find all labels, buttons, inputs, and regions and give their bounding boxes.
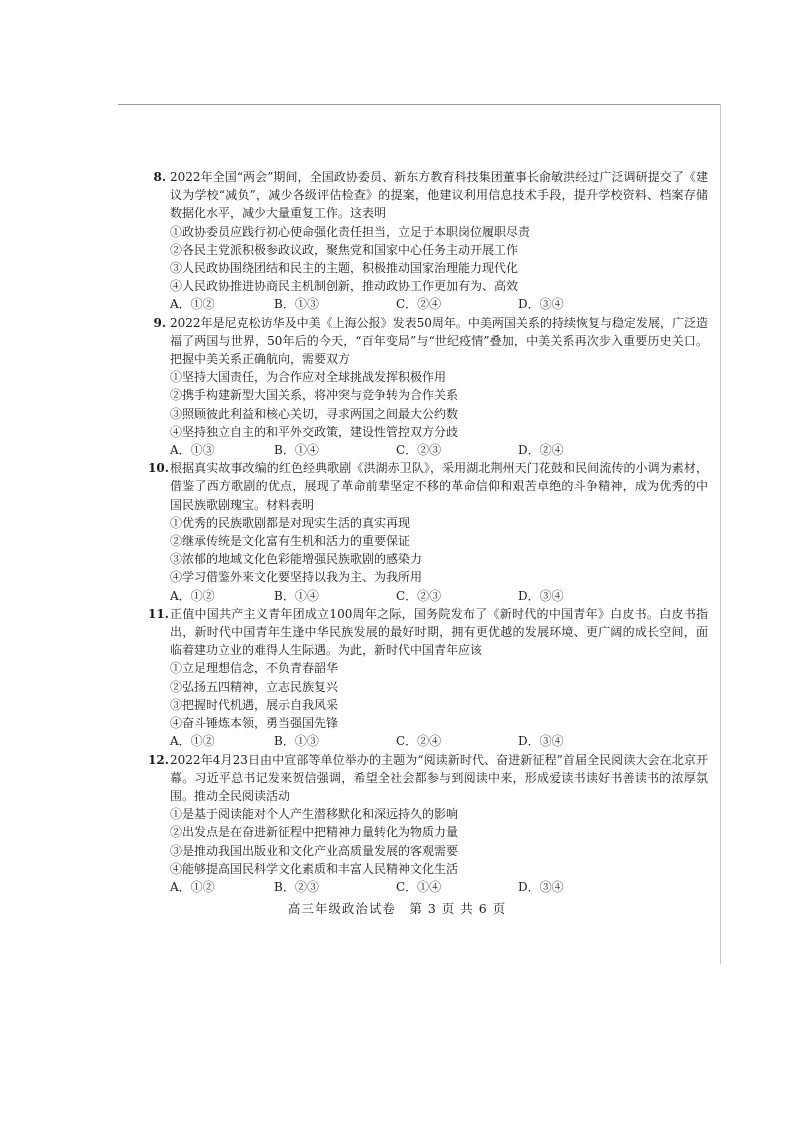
question-text: 2022年4月23日由中宣部等单位举办的主题为“阅读新时代、奋进新征程”首届全民阅读大会在北京开幕。习近平总书记发来贺信强调，希望全社会都参与到阅读中来，形成爱读书读好书善读书的浓厚氛围。推动全民阅读活动	[170, 752, 708, 803]
statement-option: ③照顾彼此利益和核心关切，寻求两国之间最大公约数	[170, 406, 459, 421]
answer-choice: B．①③	[274, 297, 319, 312]
question-stem	[148, 605, 708, 660]
question-text: 正值中国共产主义青年团成立100周年之际，国务院发布了《新时代的中国青年》白皮书。白皮书指出，新时代中国青年生逢中华民族发展的最好时期，拥有更优越的发展环境、更广阔的成长空间，面临着建功立业的难得人生际遇。为此，新时代中国青年应该	[170, 606, 708, 658]
statement-option: ③浓郁的地域文化色彩能增强民族歌剧的感染力	[170, 552, 423, 567]
question-10	[148, 459, 708, 605]
answer-choice: C．①④	[396, 879, 442, 894]
statement-option: ④人民政协推进协商民主机制创新，推动政协工作更加有为、高效	[170, 279, 519, 294]
question-stem	[148, 314, 708, 369]
statement-option: ③把握时代机遇，展示自我风采	[170, 697, 339, 712]
answer-choice: A．①②	[170, 588, 215, 603]
answer-choices	[148, 878, 708, 896]
question-text: 根据真实故事改编的红色经典歌剧《洪湖赤卫队》，采用湖北荆州天门花鼓和民间流传的小调为素材，借鉴了西方歌剧的优点，展现了革命前辈坚定不移的革命信仰和艰苦卓绝的斗争精神，成为优秀的中国民族歌剧瑰宝。材料表明	[170, 461, 708, 512]
question-stem	[148, 168, 708, 223]
question-8	[148, 168, 708, 314]
answer-choice: D．②④	[518, 443, 564, 458]
statement-option: ②携手构建新型大国关系，将冲突与竞争转为合作关系	[170, 388, 459, 403]
answer-choice: B．①③	[274, 734, 319, 749]
exam-page	[148, 168, 708, 896]
page-footer: 高三年级政治试卷 第 3 页 共 6 页	[287, 901, 507, 916]
answer-choices	[148, 295, 708, 313]
statement-option: ①政协委员应践行初心使命强化责任担当，立足于本职岗位履职尽责	[170, 224, 531, 239]
question-text: 2022年全国“两会”期间，全国政协委员、新东方教育科技集团董事长俞敏洪经过广泛调研提交了《建议为学校“减负”，减少各级评估检查》的提案，他建议利用信息技术手段，提升学校资料、档案存储数据化水平，减少大量重复工作。这表明	[170, 170, 708, 221]
answer-choice: C．②③	[396, 443, 442, 458]
answer-choice: A．①②	[170, 879, 215, 894]
answer-choice: B．①④	[274, 443, 319, 458]
statement-option: ④奋斗锤炼本领，勇当强国先锋	[170, 716, 339, 731]
question-number: 12.	[148, 752, 169, 767]
scan-right-edge	[720, 104, 721, 964]
answer-choice: A．①③	[170, 443, 215, 458]
statement-option: ②各民主党派积极参政议政，聚焦党和国家中心任务主动开展工作	[170, 242, 519, 257]
answer-choice: C．②③	[396, 588, 442, 603]
question-12	[148, 751, 708, 897]
answer-choice: D．③④	[518, 734, 564, 749]
statement-option: ③是推动我国出版业和文化产业高质量发展的客观需要	[170, 843, 459, 858]
statement-option: ④能够提高国民科学文化素质和丰富人民精神文化生活	[170, 861, 459, 876]
answer-choice: D．③④	[518, 879, 564, 894]
answer-choices	[148, 441, 708, 459]
answer-choice: C．②④	[396, 297, 442, 312]
scan-top-edge	[118, 104, 720, 105]
answer-choice: A．①②	[170, 297, 215, 312]
answer-choice: C．②④	[396, 734, 442, 749]
statement-option: ④学习借鉴外来文化要坚持以我为主、为我所用	[170, 570, 423, 585]
statement-option: ①坚持大国责任，为合作应对全球挑战发挥积极作用	[170, 370, 447, 385]
question-9	[148, 314, 708, 460]
question-number: 11.	[148, 606, 169, 621]
question-11	[148, 605, 708, 751]
question-number: 10.	[148, 461, 169, 476]
question-number: 9.	[153, 315, 166, 330]
answer-choice: D．③④	[518, 297, 564, 312]
statement-option: ②继承传统是文化富有生机和活力的重要保证	[170, 534, 411, 549]
question-text: 2022年是尼克松访华及中美《上海公报》发表50周年。中美两国关系的持续恢复与稳定发展，广泛造福了两国与世界，50年后的今天，“百年变局”与“世纪疫情”叠加，中美关系再次步入重要历史关口。把握中美关系正确航向，需要双方	[170, 315, 708, 367]
statement-option: ③人民政协围绕团结和民主的主题，积极推动国家治理能力现代化	[170, 261, 519, 276]
answer-choice: A．①②	[170, 734, 215, 749]
statement-option: ②弘扬五四精神，立志民族复兴	[170, 679, 339, 694]
statement-option: ①立足理想信念，不负青春韶华	[170, 661, 339, 676]
answer-choice: B．②③	[274, 879, 319, 894]
statement-option: ④坚持独立自主的和平外交政策，建设性管控双方分歧	[170, 424, 459, 439]
question-stem	[148, 459, 708, 514]
statement-option: ①优秀的民族歌剧都是对现实生活的真实再现	[170, 515, 411, 530]
answer-choice: D．③④	[518, 588, 564, 603]
statement-option: ①是基于阅读能对个人产生潜移默化和深远持久的影响	[170, 807, 459, 822]
question-stem	[148, 751, 708, 806]
answer-choice: B．①④	[274, 588, 319, 603]
answer-choices	[148, 732, 708, 750]
question-number: 8.	[153, 170, 166, 184]
answer-choices	[148, 587, 708, 605]
statement-option: ②出发点是在奋进新征程中把精神力量转化为物质力量	[170, 825, 459, 840]
